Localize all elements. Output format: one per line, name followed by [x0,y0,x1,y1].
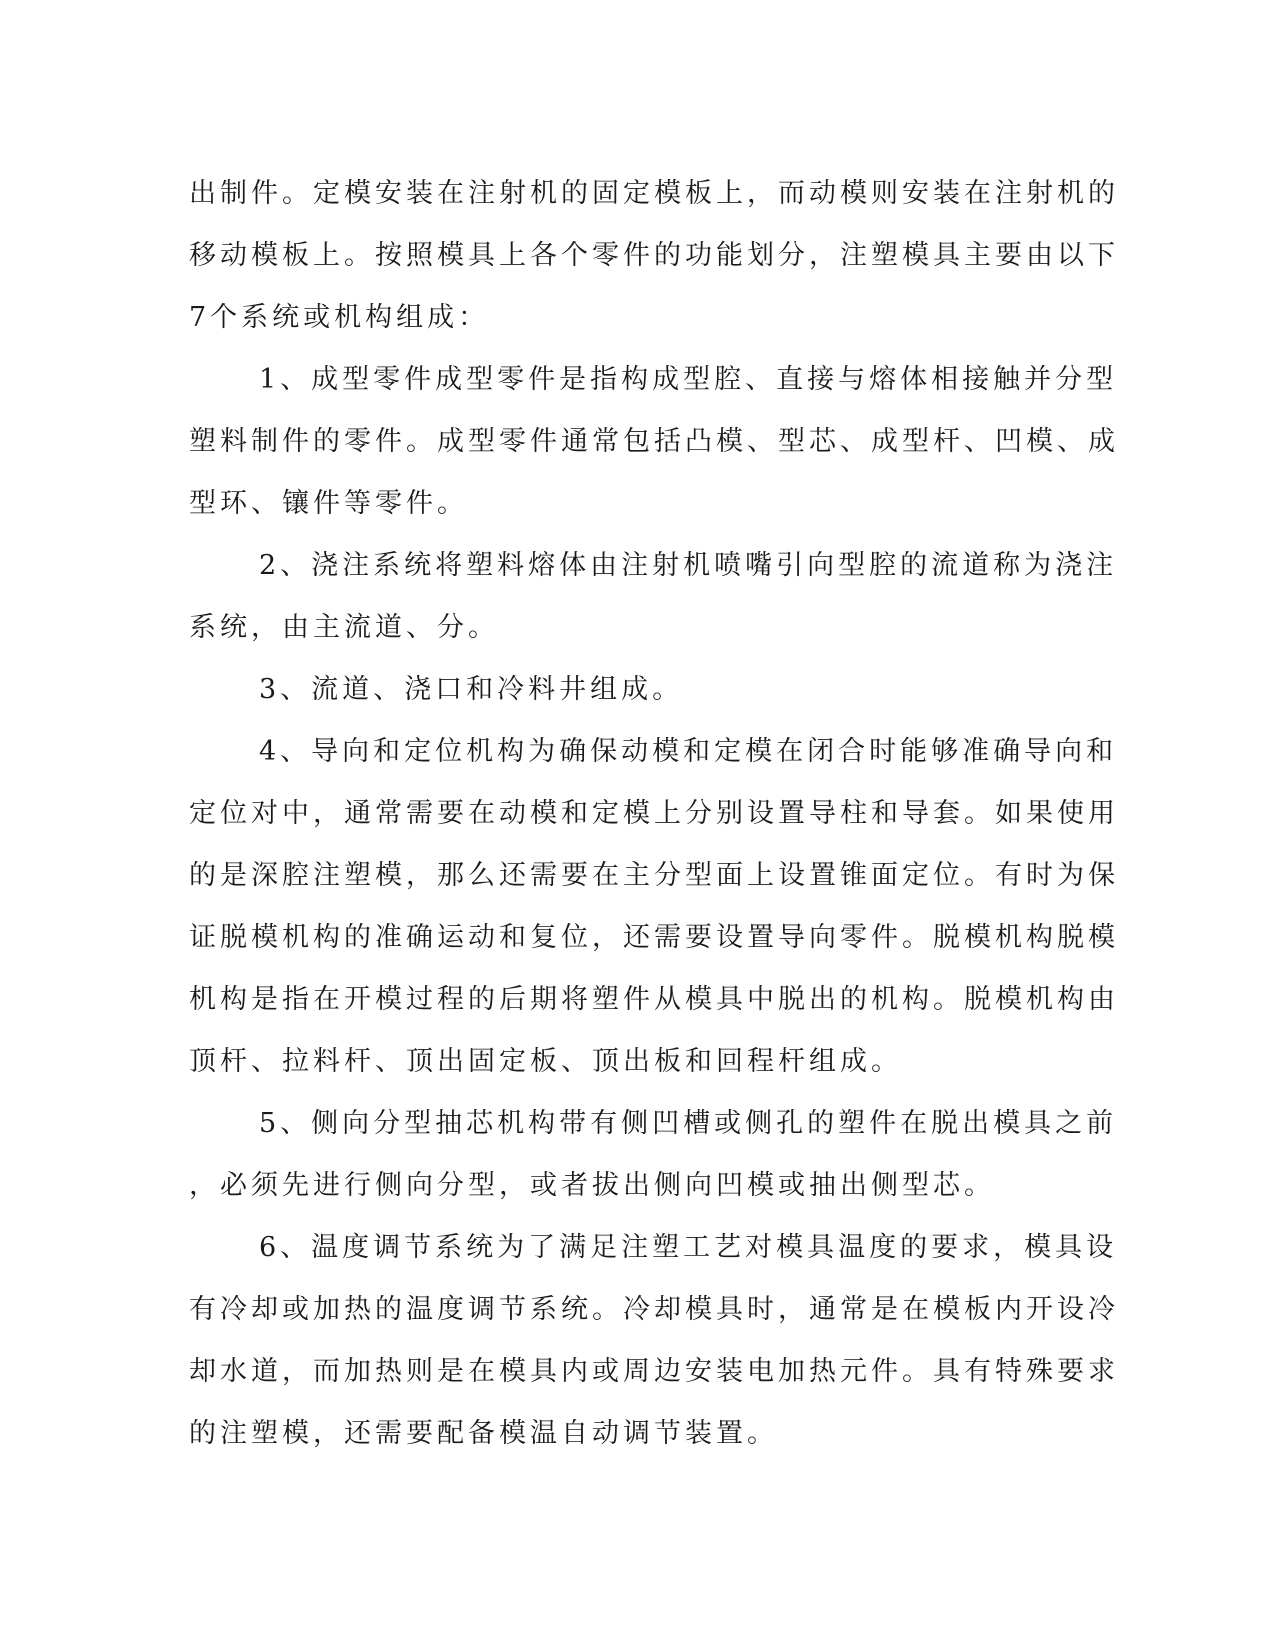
text-line: 5、侧向分型抽芯机构带有侧凹槽或侧孔的塑件在脱出模具之前 [259,1108,1118,1139]
paragraph-item-3 [189,659,1065,721]
text-line: 4、导向和定位机构为确保动模和定模在闭合时能够准确导向和 [259,736,1118,767]
paragraph-intro [189,163,1119,349]
paragraph-item-6 [189,1217,1119,1465]
text-line: 移动模板上。按照模具上各个零件的功能划分，注塑模具主要由以下 [189,240,1119,271]
text-line: 6、温度调节系统为了满足注塑工艺对模具温度的要求，模具设 [259,1232,1118,1263]
paragraph-item-1 [189,349,1119,535]
text-line: 塑料制件的零件。成型零件通常包括凸模、型芯、成型杆、凹模、成 [189,426,1119,457]
text-line: 出制件。定模安装在注射机的固定模板上，而动模则安装在注射机的 [189,178,1119,209]
text-line: 3、流道、浇口和冷料井组成。 [259,674,684,705]
text-line: 7个系统或机构组成： [189,302,490,333]
paragraph-item-4 [189,721,1119,1093]
text-line: 有冷却或加热的温度调节系统。冷却模具时，通常是在模板内开设冷 [189,1294,1119,1325]
text-line: 的注塑模，还需要配备模温自动调节装置。 [189,1418,778,1449]
text-line: 顶杆、拉料杆、顶出固定板、顶出板和回程杆组成。 [189,1046,902,1077]
text-line: 却水道，而加热则是在模具内或周边安装电加热元件。具有特殊要求 [189,1356,1119,1387]
text-line: 系统，由主流道、分。 [189,612,499,643]
text-line: 型环、镶件等零件。 [189,488,468,519]
text-line: 定位对中，通常需要在动模和定模上分别设置导柱和导套。如果使用 [189,798,1119,829]
text-line: 机构是指在开模过程的后期将塑件从模具中脱出的机构。脱模机构由 [189,984,1119,1015]
document-body [189,163,1119,1465]
text-line: 1、成型零件成型零件是指构成型腔、直接与熔体相接触并分型 [259,364,1118,395]
paragraph-item-5 [189,1093,1118,1217]
text-line: 的是深腔注塑模，那么还需要在主分型面上设置锥面定位。有时为保 [189,860,1119,891]
paragraph-item-2 [189,535,1118,659]
text-line: 证脱模机构的准确运动和复位，还需要设置导向零件。脱模机构脱模 [189,922,1119,953]
text-line: 2、浇注系统将塑料熔体由注射机喷嘴引向型腔的流道称为浇注 [259,550,1118,581]
text-line: ，必须先进行侧向分型，或者拔出侧向凹模或抽出侧型芯。 [189,1170,995,1201]
